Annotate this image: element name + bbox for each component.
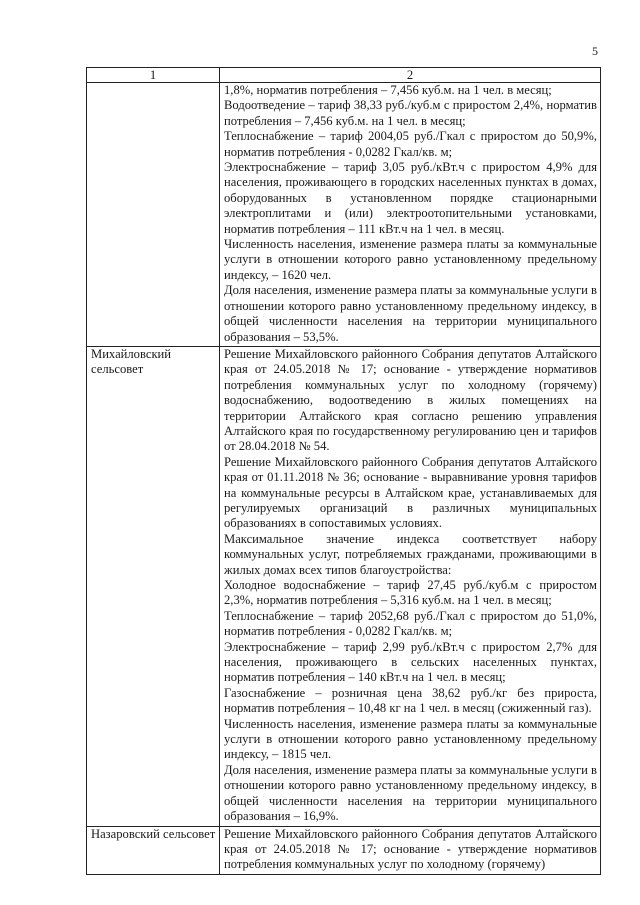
municipality-name: Михайловский сельсовет <box>87 346 220 826</box>
description-paragraph: Теплоснабжение – тариф 2004,05 руб./Гкал с приростом до 50,9%, норматив потребления - 0,0282 Гкал/кв. м; <box>224 129 597 159</box>
table-row <box>87 346 601 826</box>
column-header: 1 <box>87 68 220 83</box>
description-paragraph: 1,8%, норматив потребления – 7,456 куб.м. на 1 чел. в месяц; <box>224 83 552 97</box>
description-paragraph: Электроснабжение – тариф 3,05 руб./кВт.ч с приростом 4,9% для населения, проживающего в городских населенных пунктах в домах, оборудованных в установленном порядке стационарными электроплитами и (или) электроотопительными установками, норматив потребления – 111 кВт.ч на 1 чел. в месяц. <box>224 160 597 236</box>
description-paragraph: Холодное водоснабжение – тариф 27,45 руб./куб.м с приростом 2,3%, норматив потребления – 5,316 куб.м. на 1 чел. в месяц; <box>224 578 597 608</box>
tariff-description <box>220 83 601 347</box>
description-paragraph: Газоснабжение – розничная цена 38,62 руб./кг без прироста, норматив потребления – 10,48 кг на 1 чел. в месяц (сжиженный газ). <box>224 685 597 716</box>
table-header-row <box>87 68 601 83</box>
description-paragraph: Решение Михайловского районного Собрания депутатов Алтайского края от 01.11.2018 № 36; основание - выравнивание уровня тарифов на коммунальные ресурсы в Алтайском крае, устанавливаемых для регулируемых организаций в различных муниципальных образованиях в сопоставимых условиях. <box>224 454 597 531</box>
description-paragraph: Доля населения, изменение размера платы за коммунальные услуги в отношении которого равно установленному предельному индексу, в общей численности населения на территории муниципального образования – 53,5%. <box>224 283 597 344</box>
description-paragraph: Численность населения, изменение размера платы за коммунальные услуги в отношении которого равно установленному предельному индексу, – 1620 чел. <box>224 237 597 282</box>
description-paragraph: Водоотведение – тариф 38,33 руб./куб.м с приростом 2,4%, норматив потребления – 7,456 куб.м. на 1 чел. в месяц; <box>224 98 597 128</box>
table-row <box>87 83 601 347</box>
description-paragraph: Численность населения, изменение размера платы за коммунальные услуги в отношении которого равно установленному предельному индексу, – 1815 чел. <box>224 716 597 762</box>
table-row <box>87 826 601 874</box>
municipality-name: Назаровский сельсовет <box>87 826 220 874</box>
description-paragraph: Теплоснабжение – тариф 2052,68 руб./Гкал с приростом до 51,0%, норматив потребления - 0,0282 Гкал/кв. м; <box>224 608 597 639</box>
column-header: 2 <box>220 68 601 83</box>
description-paragraph: Доля населения, изменение размера платы за коммунальные услуги в отношении которого равно установленному предельному индексу, в общей численности населения на территории муниципального образования – 16,9%. <box>224 762 597 824</box>
tariff-description <box>220 826 601 874</box>
tariff-description <box>220 346 601 826</box>
description-paragraph: Решение Михайловского районного Собрания депутатов Алтайского края от 24.05.2018 № 17; основание - утверждение нормативов потребления коммунальных услуг по холодному (горячему) <box>224 826 597 872</box>
tariff-table <box>86 67 601 875</box>
page-number: 5 <box>592 44 598 58</box>
municipality-name <box>87 83 220 347</box>
description-paragraph: Решение Михайловского районного Собрания депутатов Алтайского края от 24.05.2018 № 17; основание - утверждение нормативов потребления коммунальных услуг по холодному (горячему) водоснабжению, водоотведению в жилых помещениях на территории Алтайского края согласно решению управления Алтайского края по государственному регулированию цен и тарифов от 28.04.2018 № 54. <box>224 346 597 454</box>
description-paragraph: Электроснабжение – тариф 2,99 руб./кВт.ч с приростом 2,7% для населения, проживающего в сельских населенных пунктах, норматив потребления – 140 кВт.ч на 1 чел. в месяц; <box>224 639 597 685</box>
description-paragraph: Максимальное значение индекса соответствует набору коммунальных услуг, потребляемых гражданами, проживающими в жилых домах всех типов благоустройства: <box>224 531 597 577</box>
